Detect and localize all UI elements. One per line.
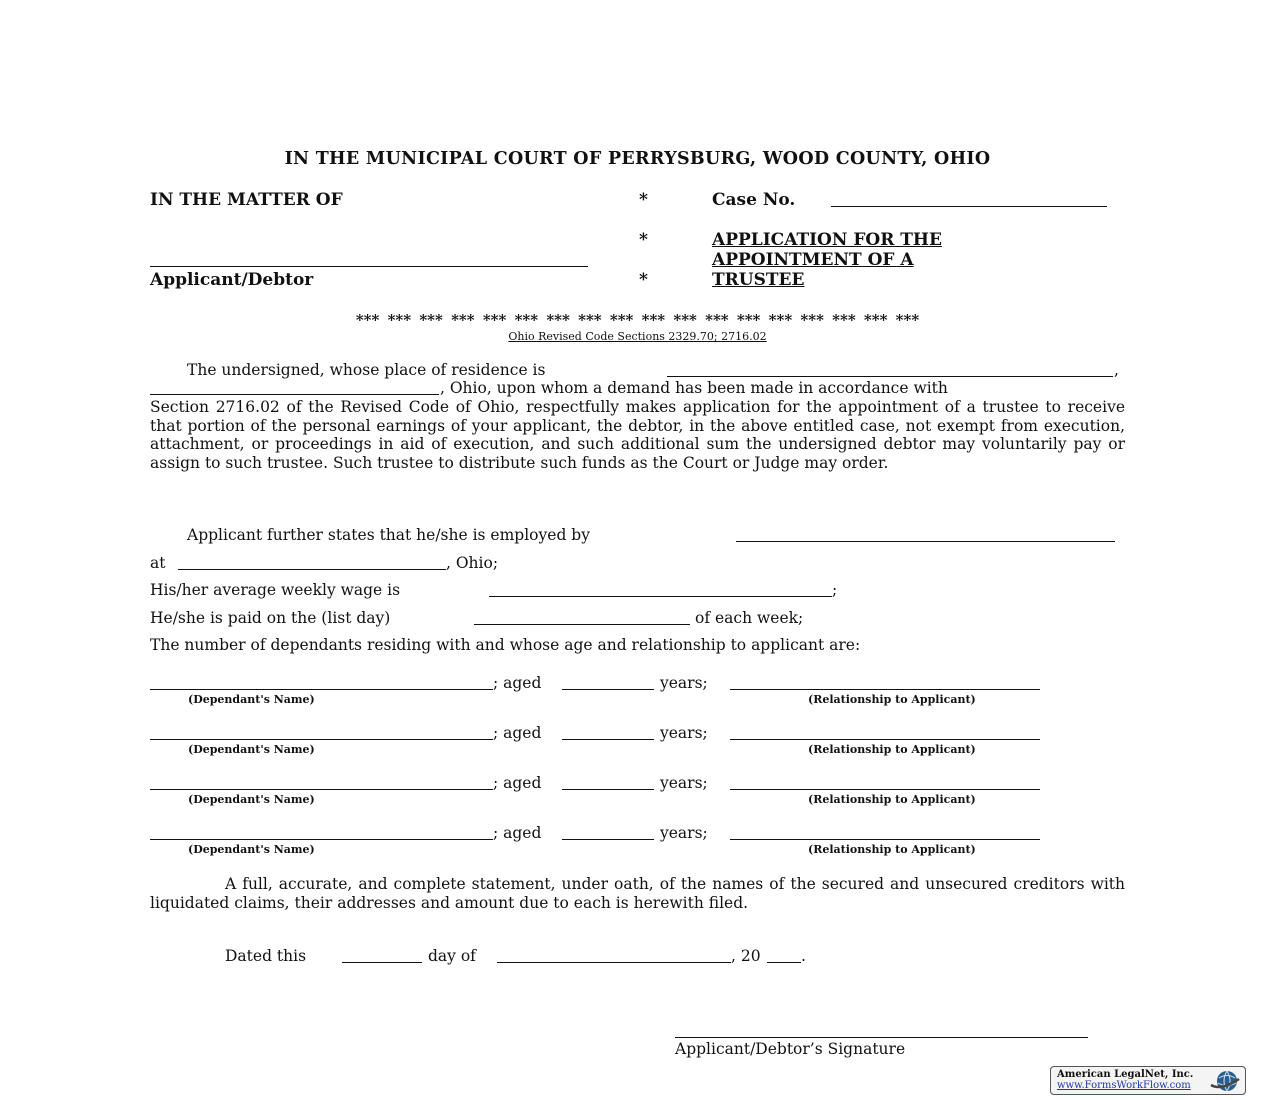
employed-by-label: Applicant further states that he/she is employed by	[187, 526, 590, 544]
dependant-name-field[interactable]	[150, 739, 493, 740]
paid-on-label: He/she is paid on the (list day)	[150, 609, 391, 627]
dependant-name-field[interactable]	[150, 789, 493, 790]
caption-star-3: *	[639, 270, 648, 290]
application-title-line-1: APPLICATION FOR THE	[712, 230, 942, 250]
dependant-name-caption: (Dependant's Name)	[188, 793, 315, 806]
employer-field[interactable]	[736, 541, 1115, 542]
dependant-name-field[interactable]	[150, 839, 493, 840]
dated-this-label: Dated this	[225, 947, 307, 965]
residence-city-field[interactable]	[150, 394, 439, 395]
revised-code-reference: Ohio Revised Code Sections 2329.70; 2716.02	[508, 330, 767, 343]
employer-ohio-label: , Ohio;	[446, 554, 499, 572]
case-no-label: Case No.	[712, 190, 796, 210]
relationship-caption: (Relationship to Applicant)	[808, 843, 976, 856]
relationship-caption: (Relationship to Applicant)	[808, 743, 976, 756]
dependant-name-caption: (Dependant's Name)	[188, 743, 315, 756]
application-paragraph: Section 2716.02 of the Revised Code of Ohio, respectfully makes application for the appointment of a trustee to receive that portion of the personal earnings of your applicant, the debtor, in the above entitled case, not exempt from execution, attachment, or proceedings in aid of execution, and such additional sum the undersigned debtor may voluntarily pay or assign to such trustee. Such trustee to distribute such funds as the Court or Judge may order.	[150, 398, 1125, 472]
weekly-wage-label: His/her average weekly wage is	[150, 581, 401, 599]
dependant-name-caption: (Dependant's Name)	[188, 693, 315, 706]
weekly-wage-field[interactable]	[489, 596, 832, 597]
year-prefix: , 20	[731, 947, 761, 965]
year-field[interactable]	[767, 962, 801, 963]
dependant-age-field[interactable]	[562, 789, 654, 790]
logo-company-name: American LegalNet, Inc.	[1057, 1069, 1194, 1080]
globe-icon	[1207, 1069, 1241, 1093]
employer-at-label: at	[150, 554, 166, 572]
dependant-age-field[interactable]	[562, 689, 654, 690]
caption-star-1: *	[639, 190, 648, 210]
dependant-relationship-field[interactable]	[730, 739, 1040, 740]
day-of-label: day of	[428, 947, 476, 965]
years-label: years;	[660, 724, 708, 742]
matter-of-label: IN THE MATTER OF	[150, 190, 343, 210]
years-label: years;	[660, 824, 708, 842]
demand-text: , Ohio, upon whom a demand has been made in accordance with	[440, 379, 948, 397]
signature-line[interactable]	[675, 1037, 1088, 1038]
separator-stars: *** *** *** *** *** *** *** *** *** *** *** *** *** *** *** *** *** ***	[355, 311, 920, 329]
application-title-line-3: TRUSTEE	[712, 270, 805, 290]
dependant-name-caption: (Dependant's Name)	[188, 843, 315, 856]
aged-label: ; aged	[493, 674, 542, 692]
dependant-relationship-field[interactable]	[730, 839, 1040, 840]
residence-field[interactable]	[667, 376, 1113, 377]
dependant-relationship-field[interactable]	[730, 689, 1040, 690]
case-no-field[interactable]	[831, 206, 1107, 207]
years-label: years;	[660, 774, 708, 792]
relationship-caption: (Relationship to Applicant)	[808, 793, 976, 806]
logo-url-link[interactable]: www.FormsWorkFlow.com	[1057, 1080, 1191, 1091]
employer-city-field[interactable]	[178, 569, 446, 570]
dependant-age-field[interactable]	[562, 839, 654, 840]
aged-label: ; aged	[493, 824, 542, 842]
residence-comma: ,	[1114, 361, 1119, 379]
aged-label: ; aged	[493, 724, 542, 742]
debtor-name-line[interactable]	[150, 266, 588, 267]
pay-day-field[interactable]	[474, 624, 690, 625]
creditors-paragraph: A full, accurate, and complete statement, under oath, of the names of the secured and unsecured creditors with liquidated claims, their addresses and amount due to each is herewith filed.	[150, 875, 1125, 912]
application-title-line-2: APPOINTMENT OF A	[712, 250, 914, 270]
aged-label: ; aged	[493, 774, 542, 792]
signature-caption: Applicant/Debtor’s Signature	[675, 1040, 906, 1058]
month-field[interactable]	[497, 962, 731, 963]
caption-star-2: *	[639, 230, 648, 250]
years-label: years;	[660, 674, 708, 692]
dependants-intro: The number of dependants residing with and whose age and relationship to applicant are:	[150, 636, 861, 654]
footer-logo[interactable]	[1050, 1066, 1246, 1095]
dependant-age-field[interactable]	[562, 739, 654, 740]
weekly-wage-semicolon: ;	[832, 581, 838, 599]
dependant-relationship-field[interactable]	[730, 789, 1040, 790]
dependant-name-field[interactable]	[150, 689, 493, 690]
court-title: IN THE MUNICIPAL COURT OF PERRYSBURG, WOOD COUNTY, OHIO	[284, 149, 991, 169]
day-field[interactable]	[342, 962, 422, 963]
applicant-debtor-label: Applicant/Debtor	[150, 270, 314, 290]
relationship-caption: (Relationship to Applicant)	[808, 693, 976, 706]
each-week-label: of each week;	[695, 609, 804, 627]
residence-label: The undersigned, whose place of residence is	[187, 361, 546, 379]
dated-period: .	[801, 947, 806, 965]
